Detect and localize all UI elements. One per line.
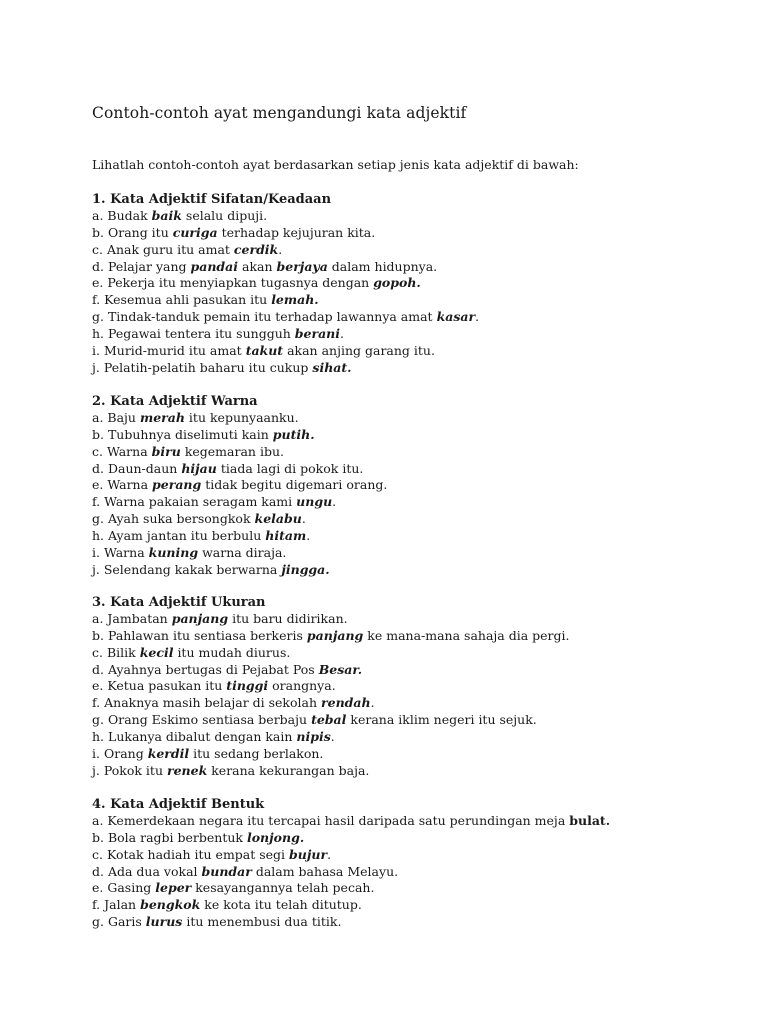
sentence-text: dalam bahasa Melayu. — [255, 863, 399, 879]
item-letter: d. — [92, 460, 104, 476]
example-sentence — [92, 242, 479, 259]
sentence-text: Warna pakaian seragam kami — [104, 494, 293, 510]
item-letter: a. — [92, 611, 104, 626]
sentence-text: Lukanya dibalut dengan kain — [108, 728, 293, 744]
item-letter: e. — [92, 880, 104, 896]
example-sentence — [92, 746, 569, 763]
sentence-text: Warna — [106, 443, 148, 459]
adjective-word: jingga. — [281, 561, 330, 577]
example-sentence — [92, 275, 479, 292]
sentence-text: Bilik — [106, 644, 136, 660]
sentence-text: Ayah suka bersongkok — [107, 511, 251, 527]
sentence-text: tidak begitu digemari orang. — [205, 477, 388, 493]
sentence-text: Kotak hadiah itu empat segi — [106, 846, 286, 862]
sentence-text: Garis — [107, 914, 142, 930]
item-letter: i. — [92, 342, 100, 358]
item-letter: c. — [92, 241, 103, 257]
sentence-text: Kesemua ahli pasukan itu — [104, 292, 268, 308]
sentence-text: kesayangannya telah pecah. — [195, 880, 375, 896]
adjective-word: hijau — [181, 460, 217, 476]
example-sentence — [92, 562, 387, 579]
sentence-text: . — [330, 728, 335, 744]
adjective-word: bundar — [201, 863, 252, 879]
adjective-word: merah — [139, 410, 185, 425]
item-letter: b. — [92, 224, 104, 240]
example-sentence — [92, 292, 479, 309]
sentence-text: Baju — [107, 410, 136, 425]
sentence-text: Ketua pasukan itu — [107, 678, 223, 694]
sentence-text: Pokok itu — [103, 762, 163, 778]
sentence-text: Jambatan — [107, 611, 168, 626]
sentence-text: terhadap kejujuran kita. — [221, 224, 376, 240]
sentence-text: Ayahnya bertugas di Pejabat Pos — [107, 661, 315, 677]
adjective-word: curiga — [172, 224, 218, 240]
sentence-text: ke kota itu telah ditutup. — [204, 897, 362, 913]
sentence-text: . — [306, 527, 311, 543]
example-sentence — [92, 847, 610, 864]
example-sentence — [92, 259, 479, 276]
sentence-text: selalu dipuji. — [185, 208, 268, 223]
adjective-word: bujur — [289, 846, 328, 862]
example-sentence — [92, 410, 387, 427]
sentence-text: Warna — [107, 477, 149, 493]
example-sentence — [92, 494, 387, 511]
example-sentence — [92, 343, 479, 360]
example-sentence — [92, 326, 479, 343]
adjective-word: Besar. — [318, 661, 363, 677]
sentence-text: Pelajar yang — [107, 258, 187, 274]
sentence-text: itu baru didirikan. — [232, 611, 348, 626]
sentence-text: Kemerdekaan negara itu tercapai hasil daripada satu perundingan meja — [107, 813, 566, 828]
adjective-word: biru — [151, 443, 181, 459]
sentence-text: Gasing — [107, 880, 152, 896]
adjective-word: bulat. — [569, 813, 611, 828]
item-letter: b. — [92, 627, 104, 643]
example-sentence — [92, 695, 569, 712]
example-sentence — [92, 225, 479, 242]
section-heading: 1. Kata Adjektif Sifatan/Keadaan — [92, 192, 332, 207]
adjective-word: lemah. — [271, 292, 319, 308]
sentence-text: . — [370, 695, 375, 711]
section-heading: 3. Kata Adjektif Ukuran — [92, 595, 266, 610]
sentence-text: Anak guru itu amat — [106, 241, 230, 257]
example-sentence — [92, 309, 479, 326]
sentence-text: kerana kekurangan baja. — [211, 762, 370, 778]
sentence-text: itu menembusi dua titik. — [186, 914, 342, 930]
item-letter: b. — [92, 829, 104, 845]
sentence-text: Ada dua vokal — [107, 863, 198, 879]
sentence-text: Daun-daun — [107, 460, 178, 476]
example-sentence — [92, 662, 569, 679]
item-letter: g. — [92, 511, 104, 527]
sentence-text: . — [327, 846, 332, 862]
sentence-text: Anaknya masih belajar di sekolah — [104, 695, 318, 711]
sentence-text: . — [332, 494, 337, 510]
sentence-text: Pahlawan itu sentiasa berkeris — [107, 627, 303, 643]
sentence-text: Selendang kakak berwarna — [103, 561, 278, 577]
example-sentence — [92, 897, 610, 914]
adjective-word: hitam — [265, 527, 307, 543]
item-letter: a. — [92, 813, 104, 828]
sentence-text: itu mudah diurus. — [177, 644, 291, 660]
sentence-text: Orang Eskimo sentiasa berbaju — [107, 712, 308, 728]
item-letter: f. — [92, 897, 101, 913]
adjective-word: baik — [151, 208, 182, 223]
adjective-word: perang — [152, 477, 202, 493]
adjective-word: renek — [166, 762, 208, 778]
example-sentence — [92, 444, 387, 461]
example-sentence — [92, 360, 479, 377]
sentence-text: Pegawai tentera itu sungguh — [108, 325, 291, 341]
item-letter: b. — [92, 426, 104, 442]
adjective-word: panjang — [171, 611, 229, 626]
example-sentence — [92, 813, 610, 830]
sentence-text: Orang itu — [107, 224, 169, 240]
sentence-text: Orang — [103, 745, 144, 761]
sentence-text: Bola ragbi berbentuk — [107, 829, 243, 845]
sentence-text: Tindak-tanduk pemain itu terhadap lawannya amat — [107, 309, 433, 325]
sentence-text: Murid-murid itu amat — [103, 342, 242, 358]
adjective-word: ungu — [296, 494, 333, 510]
item-letter: f. — [92, 695, 101, 711]
example-sentence — [92, 628, 569, 645]
adjective-word: lonjong. — [246, 829, 305, 845]
sentence-text: itu sedang berlakon. — [193, 745, 324, 761]
sentence-text: Warna — [103, 544, 145, 560]
section-1 — [92, 191, 479, 376]
item-letter: f. — [92, 494, 101, 510]
example-sentence — [92, 427, 387, 444]
adjective-word: bengkok — [140, 897, 201, 913]
item-letter: i. — [92, 745, 100, 761]
item-letter: e. — [92, 275, 104, 291]
adjective-word: nipis — [296, 728, 331, 744]
example-sentence — [92, 208, 479, 225]
sentence-text: kegemaran ibu. — [184, 443, 284, 459]
sentence-text: . — [475, 309, 480, 325]
example-sentence — [92, 645, 569, 662]
item-letter: j. — [92, 762, 100, 778]
item-letter: j. — [92, 359, 100, 375]
sentence-text: kerana iklim negeri itu sejuk. — [350, 712, 537, 728]
item-letter: h. — [92, 325, 105, 341]
example-sentence — [92, 914, 610, 931]
item-letter: h. — [92, 728, 105, 744]
item-letter: c. — [92, 846, 103, 862]
adjective-word: takut — [245, 342, 284, 358]
example-sentence — [92, 528, 387, 545]
sentence-text: akan anjing garang itu. — [287, 342, 435, 358]
adjective-word: kerdil — [147, 745, 190, 761]
adjective-word: berjaya — [276, 258, 328, 274]
adjective-word: lurus — [145, 914, 183, 930]
adjective-word: cerdik — [233, 241, 279, 257]
sentence-text: Tubuhnya diselimuti kain — [107, 426, 269, 442]
sentence-text: warna diraja. — [202, 544, 287, 560]
example-sentence — [92, 611, 569, 628]
sentence-text: akan — [242, 258, 273, 274]
item-letter: a. — [92, 410, 104, 425]
adjective-word: tinggi — [226, 678, 269, 694]
sentence-text: orangnya. — [272, 678, 336, 694]
sentence-text: Budak — [107, 208, 148, 223]
item-letter: c. — [92, 644, 103, 660]
sentence-text: dalam hidupnya. — [331, 258, 438, 274]
section-2 — [92, 393, 387, 578]
sentence-text: . — [340, 325, 344, 341]
item-letter: a. — [92, 208, 104, 223]
intro-text: Lihatlah contoh-contoh ayat berdasarkan setiap jenis kata adjektif di bawah: — [92, 157, 579, 172]
adjective-word: tebal — [311, 712, 347, 728]
example-sentence — [92, 477, 387, 494]
example-sentence — [92, 763, 569, 780]
adjective-word: pandai — [190, 258, 239, 274]
item-letter: h. — [92, 527, 105, 543]
item-letter: c. — [92, 443, 103, 459]
example-sentence — [92, 678, 569, 695]
sentence-text: Pelatih-pelatih baharu itu cukup — [103, 359, 309, 375]
adjective-word: gopoh. — [373, 275, 421, 291]
sentence-text: itu kepunyaanku. — [188, 410, 299, 425]
adjective-word: kasar — [436, 309, 476, 325]
example-sentence — [92, 830, 610, 847]
adjective-word: leper — [155, 880, 192, 896]
adjective-word: kecil — [139, 644, 174, 660]
item-letter: f. — [92, 292, 101, 308]
example-sentence — [92, 864, 610, 881]
item-letter: d. — [92, 258, 104, 274]
sentence-text: Jalan — [104, 897, 137, 913]
sentence-text: . — [301, 511, 306, 527]
section-4 — [92, 796, 610, 931]
item-letter: e. — [92, 477, 104, 493]
example-sentence — [92, 511, 387, 528]
item-letter: g. — [92, 712, 104, 728]
example-sentence — [92, 461, 387, 478]
example-sentence — [92, 729, 569, 746]
adjective-word: putih. — [272, 426, 315, 442]
adjective-word: kelabu — [254, 511, 302, 527]
item-letter: d. — [92, 863, 104, 879]
item-letter: g. — [92, 914, 104, 930]
adjective-word: kuning — [148, 544, 199, 560]
item-letter: j. — [92, 561, 100, 577]
sentence-text: Ayam jantan itu berbulu — [108, 527, 262, 543]
adjective-word: sihat. — [312, 359, 352, 375]
item-letter: e. — [92, 678, 104, 694]
item-letter: g. — [92, 309, 104, 325]
adjective-word: rendah — [321, 695, 371, 711]
sentence-text: tiada lagi di pokok itu. — [220, 460, 364, 476]
adjective-word: panjang — [306, 627, 364, 643]
example-sentence — [92, 712, 569, 729]
sentence-text: Pekerja itu menyiapkan tugasnya dengan — [107, 275, 370, 291]
adjective-word: berani — [294, 325, 341, 341]
item-letter: d. — [92, 661, 104, 677]
section-heading: 2. Kata Adjektif Warna — [92, 394, 258, 409]
example-sentence — [92, 545, 387, 562]
sentence-text: ke mana-mana sahaja dia pergi. — [367, 627, 570, 643]
example-sentence — [92, 880, 610, 897]
document-title: Contoh-contoh ayat mengandungi kata adjektif — [92, 104, 467, 122]
section-heading: 4. Kata Adjektif Bentuk — [92, 797, 265, 812]
section-3 — [92, 594, 569, 779]
item-letter: i. — [92, 544, 100, 560]
sentence-text: . — [278, 241, 283, 257]
